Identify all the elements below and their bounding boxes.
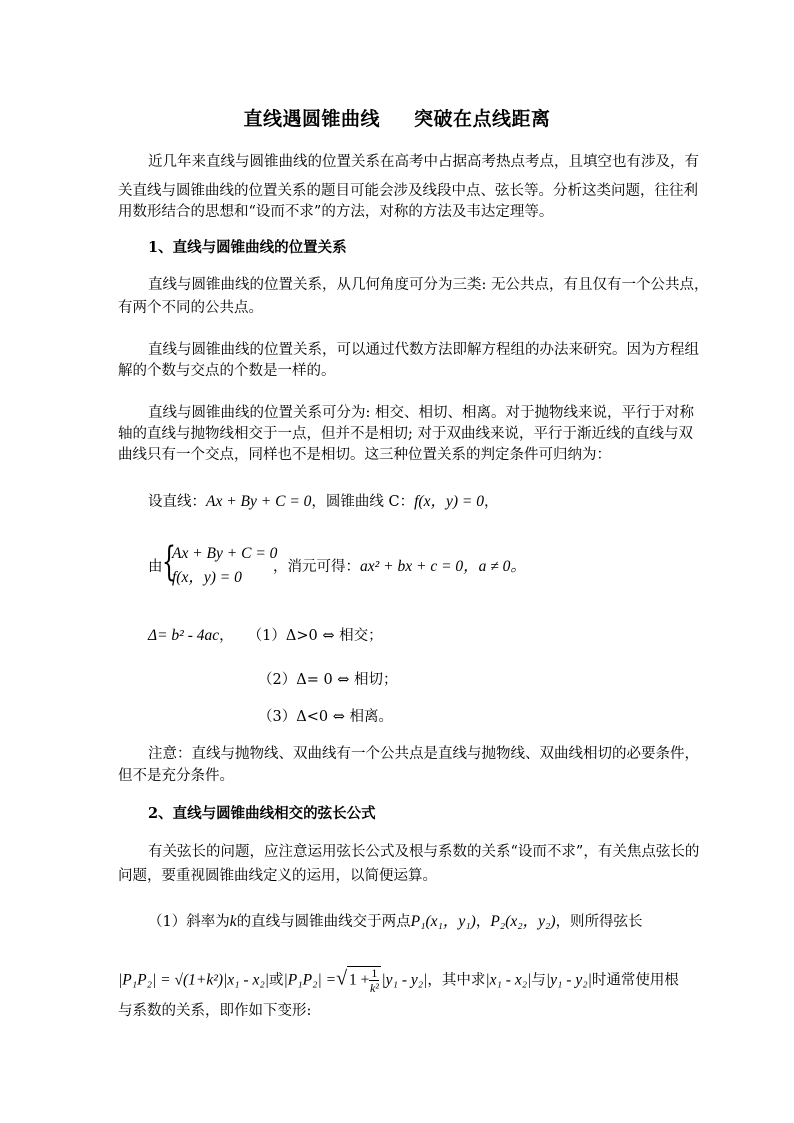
p5-line-1 xyxy=(148,912,643,932)
case-2-text: Δ= 0 ⇔ 相切； xyxy=(296,672,398,688)
quadratic-equation: ax² + bx + c = 0 xyxy=(360,558,464,575)
fraction-numerator: 1 xyxy=(371,966,378,980)
case-3-number: （3） xyxy=(258,709,297,725)
slope-k: k xyxy=(229,913,237,930)
p2-line-2: 解的个数与交点的个数是一样的。 xyxy=(118,363,336,379)
chord-formula-y-right: |y₁ - y₂| xyxy=(381,971,428,989)
title-part-1: 直线遇圆锥曲线 xyxy=(243,108,380,130)
or-text: 或 xyxy=(268,972,284,989)
quadratic-condition: ，a ≠ 0。 xyxy=(463,558,526,575)
section-2-heading: 2、直线与圆锥曲线相交的弦长公式 xyxy=(148,805,376,822)
p3-line-2: 轴的直线与抛物线相交于一点，但并不是相切; 对于双曲线来说，平行于渐近线的直线与双 xyxy=(118,426,693,442)
system-result xyxy=(273,557,526,577)
setup-prefix: 设直线： xyxy=(148,494,206,510)
abs-x-diff: |x₁ - x₂| xyxy=(485,971,532,989)
chord-formula-y-left: |P₁P₂| = xyxy=(283,971,337,989)
case-2-line xyxy=(258,670,398,690)
fraction xyxy=(369,967,379,995)
p5-line-2: |P₁P₂| = √(1+k²)|x₁ - x₂|或|P₁P₂| =√ 1 + $\frac{1}{\text{k²}}$ |y₁ - y₂|，其中求|x₁ - x₂|与|y₁ - y₂|时通常使用根 xyxy=(118,966,679,995)
p5-line-3: 与系数的关系，即作如下变形: xyxy=(118,1003,312,1019)
p5-text-d: ，则所得弦长 xyxy=(555,914,643,930)
eliminate-text: ，消元可得： xyxy=(273,559,360,575)
p1-line-2: 有两个不同的公共点。 xyxy=(118,300,263,316)
case-1-number: （1） xyxy=(247,628,286,644)
p5-text-a: （1）斜率为 xyxy=(148,914,230,930)
intro-line-2: 关直线与圆锥曲线的位置关系的题目可能会涉及线段中点、弦长等。分析这类问题，往往利 xyxy=(118,183,698,199)
system-brace: { xyxy=(162,539,176,585)
case-3-line xyxy=(258,707,393,727)
case-1-text: Δ>0 ⇔ 相交； xyxy=(285,628,383,644)
p3-line-1: 直线与圆锥曲线的位置关系可分为: 相交、相切、相离。对于抛物线来说，平行于对称 xyxy=(148,405,694,421)
curve-equation: f(x，y) = 0 xyxy=(414,493,484,510)
delta-sep: ， xyxy=(219,628,234,644)
sqrt-radicand xyxy=(347,966,381,995)
intro-line-1: 近几年来直线与圆锥曲线的位置关系在高考中占据高考热点考点，且填空也有涉及，有 xyxy=(148,154,699,170)
note-line-1: 注意：直线与抛物线、双曲线有一个公共点是直线与抛物线、双曲线相切的必要条件， xyxy=(148,746,699,762)
abs-y-diff: |y₁ - y₂| xyxy=(545,971,592,989)
chord-formula-x: |P₁P₂| = √(1+k²)|x₁ - x₂| xyxy=(118,971,269,989)
p1-line-1: 直线与圆锥曲线的位置关系，从几何角度可分为三类: 无公共点，有且仅有一个公共点， xyxy=(148,277,709,293)
page-title xyxy=(0,104,794,131)
radicand-one: 1 + xyxy=(349,971,370,989)
system-eq-2: f(x，y) = 0 xyxy=(172,569,242,586)
and-text: 与 xyxy=(531,972,546,989)
p4-line-2: 问题，要重视圆锥曲线定义的运用，以简便运算。 xyxy=(118,868,437,884)
p5-text-c: ， xyxy=(475,914,491,930)
delta-line xyxy=(148,626,383,646)
point-p1: P₁(x₁，y₁) xyxy=(410,913,476,930)
p5-tail: 时通常使用根 xyxy=(591,972,679,989)
system-eq-1: Ax + By + C = 0 xyxy=(172,545,278,562)
line-equation: Ax + By + C = 0 xyxy=(206,493,312,510)
system-you: 由 xyxy=(148,559,163,575)
setup-mid: ，圆锥曲线 C： xyxy=(311,494,415,510)
p5-mid: ，其中求 xyxy=(427,972,486,989)
section-1-heading: 1、直线与圆锥曲线的位置关系 xyxy=(148,239,347,256)
case-2-number: （2） xyxy=(258,672,297,688)
setup-line xyxy=(148,492,498,512)
fraction-denominator: k² xyxy=(369,981,379,995)
discriminant-definition: Δ= b² - 4ac xyxy=(148,627,220,644)
p4-line-1: 有关弦长的问题，应注意运用弦长公式及根与系数的关系“设而不求”，有关焦点弦长的 xyxy=(148,844,700,860)
p3-line-3: 曲线只有一个交点，同样也不是相切。这三种位置关系的判定条件可归纳为： xyxy=(118,447,611,463)
point-p2: P₂(x₂，y₂) xyxy=(490,913,556,930)
intro-line-3: 用数形结合的思想和“设而不求”的方法，对称的方法及韦达定理等。 xyxy=(118,204,554,220)
case-3-text: Δ<0 ⇔ 相离。 xyxy=(296,709,393,725)
p2-line-1: 直线与圆锥曲线的位置关系，可以通过代数方法即解方程组的办法来研究。因为方程组 xyxy=(148,342,699,358)
note-line-2: 但不是充分条件。 xyxy=(118,768,234,784)
title-part-2: 突破在点线距离 xyxy=(414,108,551,130)
p5-text-b: 的直线与圆锥曲线交于两点 xyxy=(236,914,411,930)
setup-suffix: ， xyxy=(483,494,499,510)
